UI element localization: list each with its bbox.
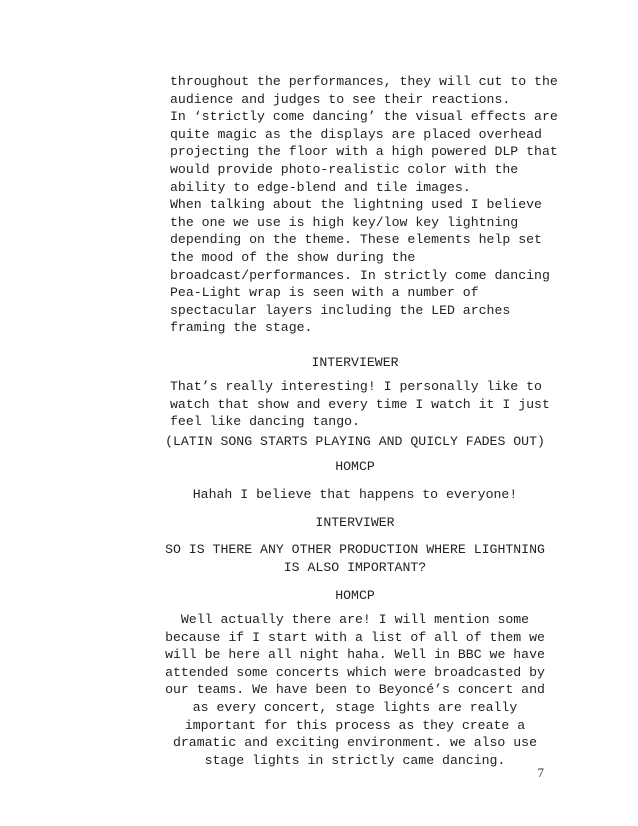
- narrative-line: Pea-Light wrap is seen with a number of: [170, 285, 479, 301]
- narrative-line: ability to edge-blend and tile images.: [170, 179, 471, 195]
- dialogue-line: dramatic and exciting environment. we also use: [172, 735, 538, 751]
- speaker-name: HOMCP: [335, 459, 375, 474]
- dialogue-paragraph: [160, 611, 550, 769]
- narrative-line: broadcast/performances. In strictly come dancing: [170, 267, 550, 283]
- speaker-name: INTERVIWER: [315, 515, 395, 530]
- dialogue-line: our teams. We have been to Beyoncé’s concert and: [165, 682, 545, 698]
- dialogue-paragraph: [160, 541, 550, 576]
- dialogue-line: IS ALSO IMPORTANT?: [283, 559, 427, 575]
- narrative-line: audience and judges to see their reactions.: [170, 91, 511, 107]
- narrative-line: depending on the theme. These elements help set: [170, 232, 542, 248]
- dialogue-line: attended some concerts which were broadcasted by: [165, 664, 545, 680]
- narrative-line: the mood of the show during the: [170, 249, 416, 265]
- narrative-line: When talking about the lightning used I believe: [170, 197, 542, 213]
- speaker-name: INTERVIEWER: [311, 355, 399, 370]
- dialogue-line: important for this process as they create a: [184, 717, 526, 733]
- speaker-name: HOMCP: [335, 588, 375, 603]
- dialogue-line: feel like dancing tango.: [170, 414, 360, 430]
- narrative-line: projecting the floor with a high powered DLP that: [170, 144, 558, 160]
- dialogue-line: That’s really interesting! I personally like to: [170, 379, 542, 394]
- narrative-line: would provide photo-realistic color with the: [170, 161, 519, 177]
- dialogue-paragraph: [170, 378, 550, 431]
- narrative-line: framing the stage.: [170, 320, 313, 336]
- narrative-line: quite magic as the displays are placed overhead: [170, 126, 542, 142]
- stage-direction: (LATIN SONG STARTS PLAYING AND QUICLY FADES OUT): [165, 434, 545, 449]
- narrative-line: throughout the performances, they will cut to the: [170, 74, 558, 89]
- page-number: 7: [537, 765, 544, 780]
- dialogue-line: SO IS THERE ANY OTHER PRODUCTION WHERE LIGHTNING: [165, 542, 545, 557]
- narrative-paragraph: [170, 73, 558, 337]
- dialogue-line: stage lights in strictly came dancing.: [204, 752, 506, 768]
- dialogue-line: Well actually there are! I will mention some: [180, 612, 530, 627]
- narrative-line: the one we use is high key/low key lightning: [170, 214, 519, 230]
- dialogue-line: Hahah I believe that happens to everyone!: [192, 487, 518, 502]
- narrative-line: spectacular layers including the LED arches: [170, 302, 511, 318]
- dialogue-line: watch that show and every time I watch it I just: [170, 396, 550, 412]
- dialogue-line: will be here all night haha. Well in BBC we have: [165, 647, 545, 663]
- dialogue-line: because if I start with a list of all of them we: [165, 629, 545, 645]
- dialogue-line: as every concert, stage lights are really: [192, 699, 518, 715]
- narrative-line: In ‘strictly come dancing’ the visual effects are: [170, 109, 558, 125]
